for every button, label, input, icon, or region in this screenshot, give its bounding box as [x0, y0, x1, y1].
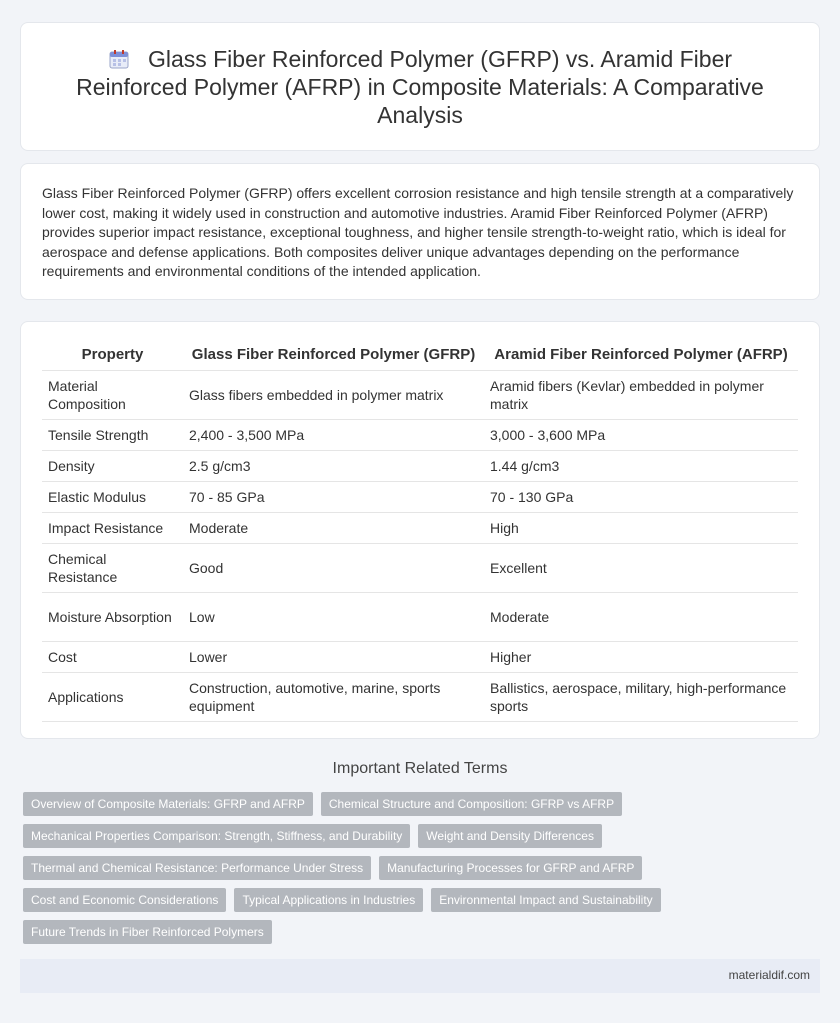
- property-cell: Cost: [42, 641, 183, 672]
- property-cell: Applications: [42, 672, 183, 721]
- table-row: [42, 672, 798, 721]
- gfrp-cell: Construction, automotive, marine, sports equipment: [183, 672, 484, 721]
- property-cell: Elastic Modulus: [42, 481, 183, 512]
- afrp-cell: Excellent: [484, 543, 798, 592]
- related-term-tag[interactable]: Overview of Composite Materials: GFRP and AFRP: [23, 792, 313, 816]
- table-row: [42, 543, 798, 592]
- gfrp-cell: 2,400 - 3,500 MPa: [183, 419, 484, 450]
- afrp-cell: Moderate: [484, 592, 798, 641]
- comparison-table: [42, 340, 798, 722]
- table-row: [42, 512, 798, 543]
- property-cell: Moisture Absorption: [42, 592, 183, 641]
- related-term-tag[interactable]: Cost and Economic Considerations: [23, 888, 226, 912]
- table-row: [42, 370, 798, 419]
- related-term-tag[interactable]: Thermal and Chemical Resistance: Performance Under Stress: [23, 856, 371, 880]
- afrp-cell: 70 - 130 GPa: [484, 481, 798, 512]
- related-term-tag[interactable]: Mechanical Properties Comparison: Strength, Stiffness, and Durability: [23, 824, 410, 848]
- related-term-tag[interactable]: Future Trends in Fiber Reinforced Polymers: [23, 920, 272, 944]
- comparison-card: [20, 321, 820, 739]
- gfrp-cell: Low: [183, 592, 484, 641]
- afrp-cell: 3,000 - 3,600 MPa: [484, 419, 798, 450]
- table-row: [42, 592, 798, 641]
- page-title: [50, 45, 790, 129]
- gfrp-cell: 2.5 g/cm3: [183, 450, 484, 481]
- property-cell: Impact Resistance: [42, 512, 183, 543]
- related-terms-heading: Important Related Terms: [332, 760, 508, 777]
- afrp-cell: Higher: [484, 641, 798, 672]
- page-title-text: Glass Fiber Reinforced Polymer (GFRP) vs. Aramid Fiber Reinforced Polymer (AFRP) in Composite Materials: A Comparative Analysis: [76, 45, 764, 128]
- gfrp-cell: 70 - 85 GPa: [183, 481, 484, 512]
- afrp-cell: 1.44 g/cm3: [484, 450, 798, 481]
- title-card: [20, 22, 820, 151]
- property-cell: Material Composition: [42, 370, 183, 419]
- related-terms-list: [23, 792, 813, 944]
- afrp-cell: Ballistics, aerospace, military, high-performance sports: [484, 672, 798, 721]
- intro-paragraph: Glass Fiber Reinforced Polymer (GFRP) offers excellent corrosion resistance and high tensile strength at a comparatively lower cost, making it widely used in construction and automotive industries. Aramid Fiber Reinforced Polymer (AFRP) provides superior impact resistance, exceptional toughness, and higher tensile strength-to-weight ratio, which is ideal for aerospace and defense applications. Both composites deliver unique advantages depending on the performance requirements and environmental conditions of the intended application.: [42, 185, 794, 280]
- property-cell: Tensile Strength: [42, 419, 183, 450]
- header-afrp: Aramid Fiber Reinforced Polymer (AFRP): [484, 340, 798, 370]
- related-term-tag[interactable]: Manufacturing Processes for GFRP and AFRP: [379, 856, 642, 880]
- gfrp-cell: Good: [183, 543, 484, 592]
- property-cell: Density: [42, 450, 183, 481]
- header-gfrp: Glass Fiber Reinforced Polymer (GFRP): [183, 340, 484, 370]
- related-term-tag[interactable]: Chemical Structure and Composition: GFRP vs AFRP: [321, 792, 622, 816]
- property-cell: Chemical Resistance: [42, 543, 183, 592]
- related-term-tag[interactable]: Typical Applications in Industries: [234, 888, 423, 912]
- afrp-cell: Aramid fibers (Kevlar) embedded in polymer matrix: [484, 370, 798, 419]
- gfrp-cell: Moderate: [183, 512, 484, 543]
- table-row: [42, 481, 798, 512]
- table-row: [42, 641, 798, 672]
- gfrp-cell: Lower: [183, 641, 484, 672]
- gfrp-cell: Glass fibers embedded in polymer matrix: [183, 370, 484, 419]
- footer-site-link[interactable]: materialdif.com: [728, 968, 810, 982]
- table-row: [42, 450, 798, 481]
- calendar-icon: [108, 48, 130, 70]
- footer: [20, 959, 820, 993]
- related-term-tag[interactable]: Environmental Impact and Sustainability: [431, 888, 660, 912]
- intro-card: [20, 163, 820, 300]
- related-term-tag[interactable]: Weight and Density Differences: [418, 824, 602, 848]
- table-header-row: [42, 340, 798, 370]
- header-property: Property: [42, 340, 183, 370]
- afrp-cell: High: [484, 512, 798, 543]
- table-row: [42, 419, 798, 450]
